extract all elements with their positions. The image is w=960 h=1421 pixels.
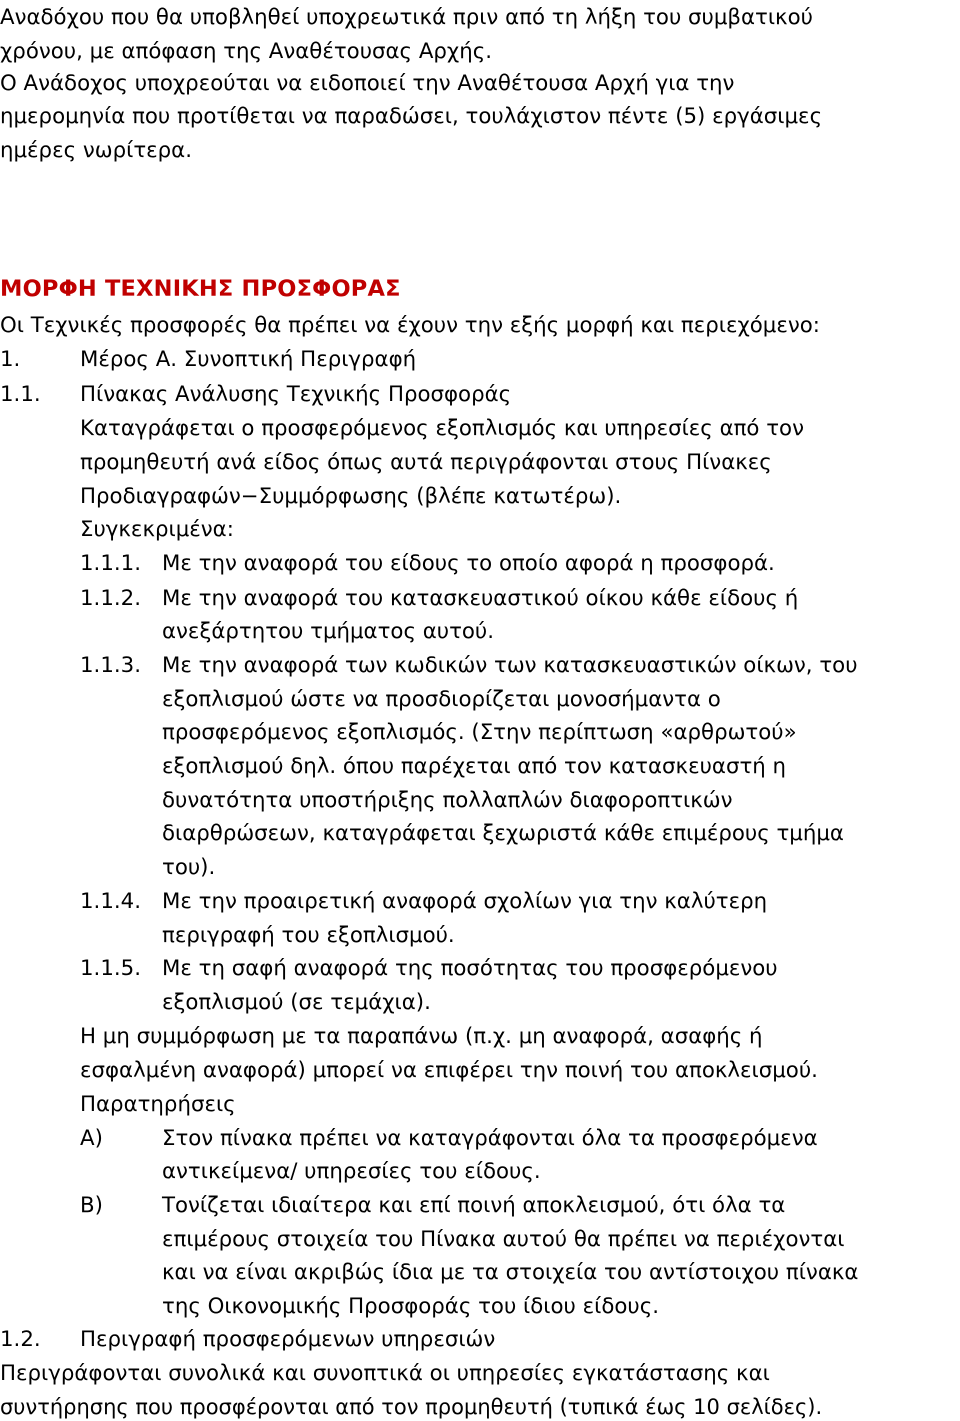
subsection-title: Πίνακας Ανάλυσης Τεχνικής Προσφοράς	[80, 382, 512, 407]
remark-line: επιμέρους στοιχεία του Πίνακα αυτού θα πρέπει να περιέχονται	[162, 1227, 845, 1252]
item-line: δυνατότητα υποστήριξης πολλαπλών διαφοροπτικών	[162, 788, 733, 813]
remark-line: αντικείμενα/ υπηρεσίες του είδους.	[162, 1159, 541, 1184]
noncompliance-line: εσφαλμένη αναφορά) μπορεί να επιφέρει την ποινή του αποκλεισμού.	[80, 1058, 818, 1083]
section-heading: ΜΟΡΦΗ ΤΕΧΝΙΚΗΣ ΠΡΟΣΦΟΡΑΣ	[0, 276, 401, 302]
item-line: Με την προαιρετική αναφορά σχολίων για την καλύτερη	[162, 889, 768, 914]
remark-label: Β)	[80, 1193, 103, 1218]
remark-line: και να είναι ακριβώς ίδια με τα στοιχεία του αντίστοιχου πίνακα	[162, 1260, 859, 1285]
remark-line: Τονίζεται ιδιαίτερα και επί ποινή αποκλεισμού, ότι όλα τα	[162, 1193, 786, 1218]
subsection-number: 1.2.	[0, 1327, 41, 1352]
item-line: περιγραφή του εξοπλισμού.	[162, 923, 455, 948]
item-line: εξοπλισμού δηλ. όπου παρέχεται από τον κατασκευαστή η	[162, 754, 787, 779]
item-line: διαρθρώσεων, καταγράφεται ξεχωριστά κάθε επιμέρους τμήμα	[162, 821, 844, 846]
remark-label: Α)	[80, 1126, 103, 1151]
remark-line: της Οικονομικής Προσφοράς του ίδιου είδους.	[162, 1294, 659, 1319]
section-title: Μέρος Α. Συνοπτική Περιγραφή	[80, 347, 417, 372]
body-line: Καταγράφεται ο προσφερόμενος εξοπλισμός και υπηρεσίες από τον	[80, 416, 804, 441]
item-number: 1.1.4.	[80, 889, 141, 914]
intro-line: χρόνου, με απόφαση της Αναθέτουσας Αρχής.	[0, 39, 492, 64]
intro-line: ημέρες νωρίτερα.	[0, 138, 192, 163]
item-line: προσφερόμενος εξοπλισμός. (Στην περίπτωση «αρθρωτού»	[162, 720, 797, 745]
remark-line: Στον πίνακα πρέπει να καταγράφονται όλα τα προσφερόμενα	[162, 1126, 818, 1151]
item-number: 1.1.1.	[80, 551, 141, 576]
body-line: Συγκεκριμένα:	[80, 517, 234, 542]
subsection-number: 1.1.	[0, 382, 41, 407]
item-line: εξοπλισμού ώστε να προσδιορίζεται μονοσήμαντα ο	[162, 687, 721, 712]
item-number: 1.1.2.	[80, 586, 141, 611]
body-line: Προδιαγραφών−Συμμόρφωσης (βλέπε κατωτέρω).	[80, 484, 622, 509]
item-line: Με την αναφορά του κατασκευαστικού οίκου κάθε είδους ή	[162, 586, 799, 611]
intro-line: Ο Ανάδοχος υποχρεούται να ειδοποιεί την Αναθέτουσα Αρχή για την	[0, 71, 735, 96]
body-line: προμηθευτή ανά είδος όπως αυτά περιγράφονται στους Πίνακες	[80, 450, 772, 475]
section-number: 1.	[0, 347, 21, 372]
item-line: Με την αναφορά του είδους το οποίο αφορά η προσφορά.	[162, 551, 775, 576]
item-number: 1.1.5.	[80, 956, 141, 981]
closing-line: συντήρησης που προσφέρονται από τον προμηθευτή (τυπικά έως 10 σελίδες).	[0, 1395, 823, 1419]
remarks-title: Παρατηρήσεις	[80, 1092, 236, 1117]
subsection-title: Περιγραφή προσφερόμενων υπηρεσιών	[80, 1327, 496, 1352]
noncompliance-line: Η μη συμμόρφωση με τα παραπάνω (π.χ. μη αναφορά, ασαφής ή	[80, 1024, 763, 1049]
item-line: του).	[162, 855, 216, 880]
closing-line: Περιγράφονται συνολικά και συνοπτικά οι υπηρεσίες εγκατάστασης και	[0, 1361, 770, 1386]
lead-text: Οι Τεχνικές προσφορές θα πρέπει να έχουν την εξής μορφή και περιεχόμενο:	[0, 313, 820, 338]
item-line: ανεξάρτητου τμήματος αυτού.	[162, 619, 495, 644]
item-number: 1.1.3.	[80, 653, 141, 678]
intro-line: Αναδόχου που θα υποβληθεί υποχρεωτικά πριν από τη λήξη του συμβατικού	[0, 5, 813, 30]
item-line: Με τη σαφή αναφορά της ποσότητας του προσφερόμενου	[162, 956, 778, 981]
intro-line: ημερομηνία που προτίθεται να παραδώσει, τουλάχιστον πέντε (5) εργάσιμες	[0, 104, 823, 129]
item-line: Με την αναφορά των κωδικών των κατασκευαστικών οίκων, του	[162, 653, 858, 678]
item-line: εξοπλισμού (σε τεμάχια).	[162, 990, 431, 1015]
